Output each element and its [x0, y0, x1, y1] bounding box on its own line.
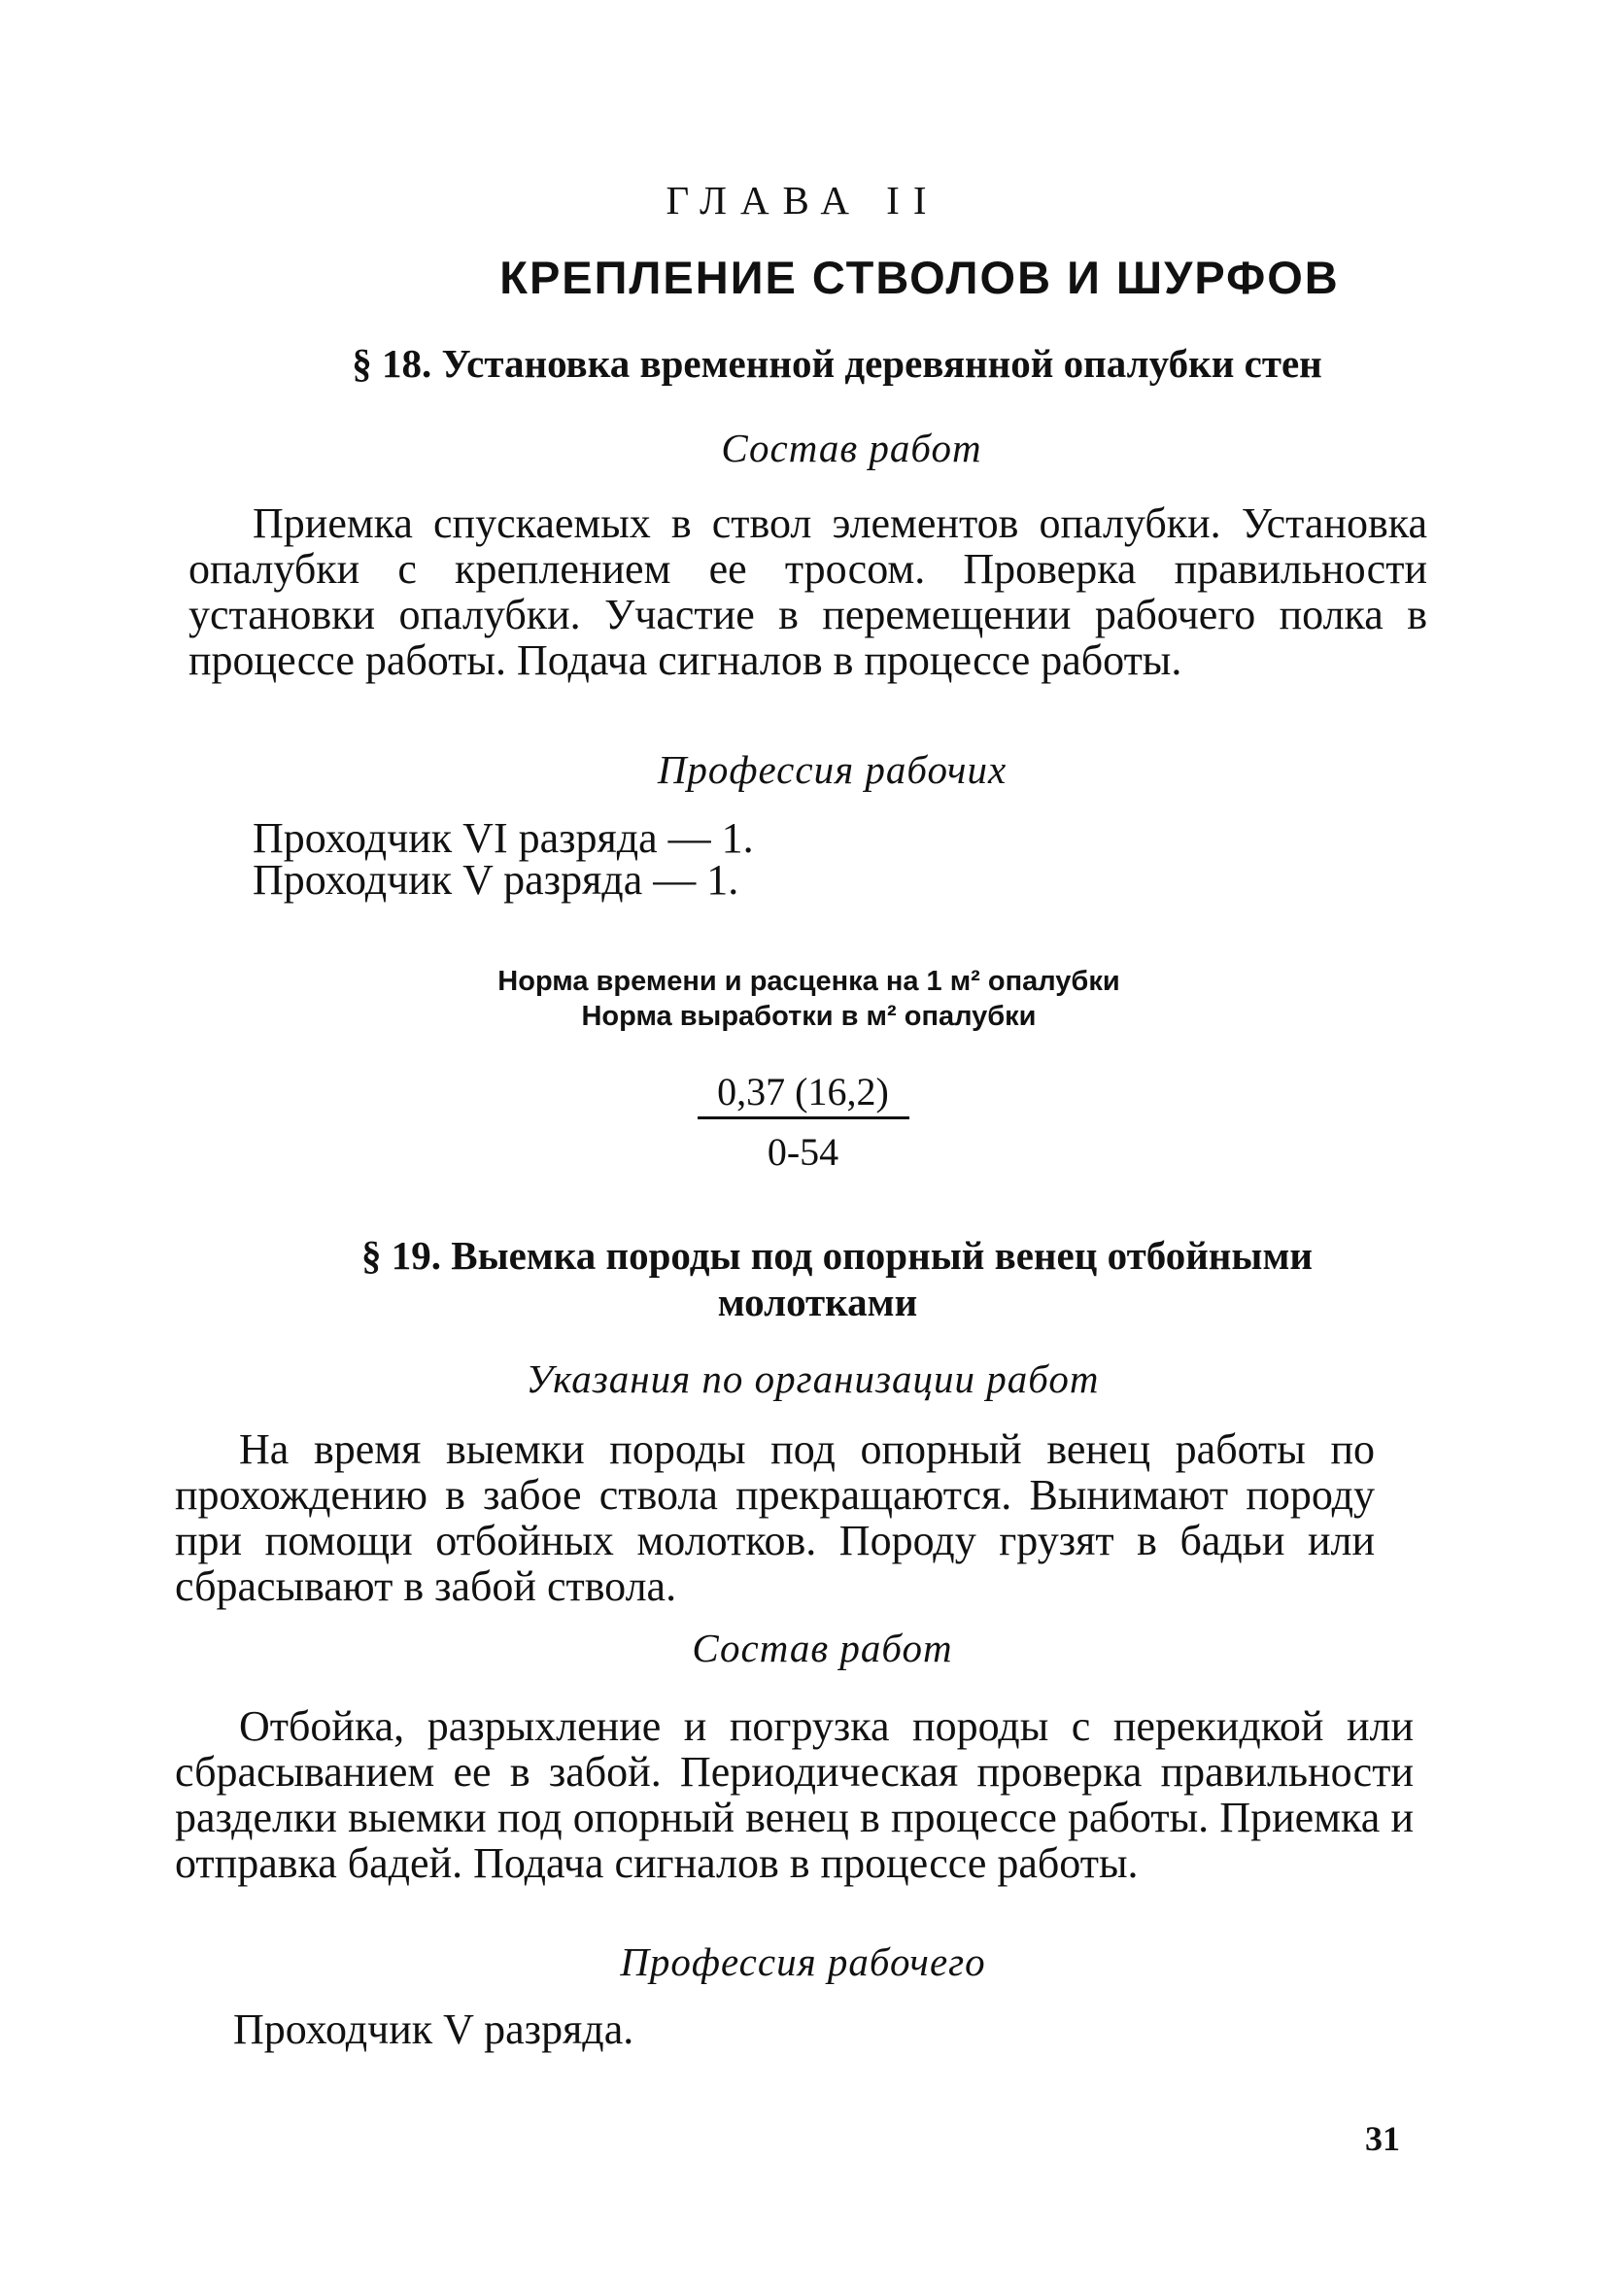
section-19-heading-line-2: молотками [717, 1280, 918, 1324]
norm-label-1: Норма времени и расценка на 1 м² опалубки [497, 966, 1120, 997]
norm-value: 0,37 (16,2) [717, 1070, 889, 1114]
chapter-title: КРЕПЛЕНИЕ СТВОЛОВ И ШУРФОВ [499, 252, 1340, 303]
profession-line-1: Проходчик VI разряда — 1. [253, 814, 754, 862]
section-19-profession: Проходчик V разряда. [233, 2005, 634, 2053]
section-18-work-text: Приемка спускаемых в ствол элементов опалубки. Установка опалубки с креплением ее тросом. Проверка правильности установки опалубки. Участие в перемещении рабочего полка в процессе работы. Подача сигналов в процессе работы. [188, 499, 1427, 684]
norm-label-2: Норма выработки в м² опалубки [581, 1001, 1037, 1032]
rate-value: 0-54 [767, 1130, 839, 1174]
chapter-label: ГЛАВА II [666, 178, 940, 223]
page-number: 31 [1365, 2119, 1400, 2158]
section-18-work-heading: Состав работ [721, 426, 982, 470]
section-19-profession-heading: Профессия рабочего [620, 1939, 986, 1984]
section-19-org-text: На время выемки породы под опорный венец работы по прохождению в забое ствола прекращаются. Вынимают породу при помощи отбойных молотков. Породу грузят в бадьи или сбрасывают в забой ствола. [175, 1425, 1375, 1610]
section-18-profession-heading: Профессия рабочих [657, 747, 1008, 792]
section-19-work-text: Отбойка, разрыхление и погрузка породы с перекидкой или сбрасыванием ее в забой. Периодическая проверка правильности разделки выемки под опорный венец в процессе работы. Приемка и отправка бадей. Подача сигналов в процессе работы. [175, 1702, 1414, 1887]
section-19-org-heading: Указания по организации работ [526, 1356, 1100, 1401]
fraction-bar [698, 1116, 909, 1119]
profession-line-2: Проходчик V разряда — 1. [253, 856, 739, 904]
section-18-heading: § 18. Установка временной деревянной опалубки стен [352, 341, 1322, 386]
section-19-work-heading: Состав работ [692, 1626, 953, 1670]
section-19-heading-line-1: § 19. Выемка породы под опорный венец отбойными [361, 1233, 1313, 1278]
